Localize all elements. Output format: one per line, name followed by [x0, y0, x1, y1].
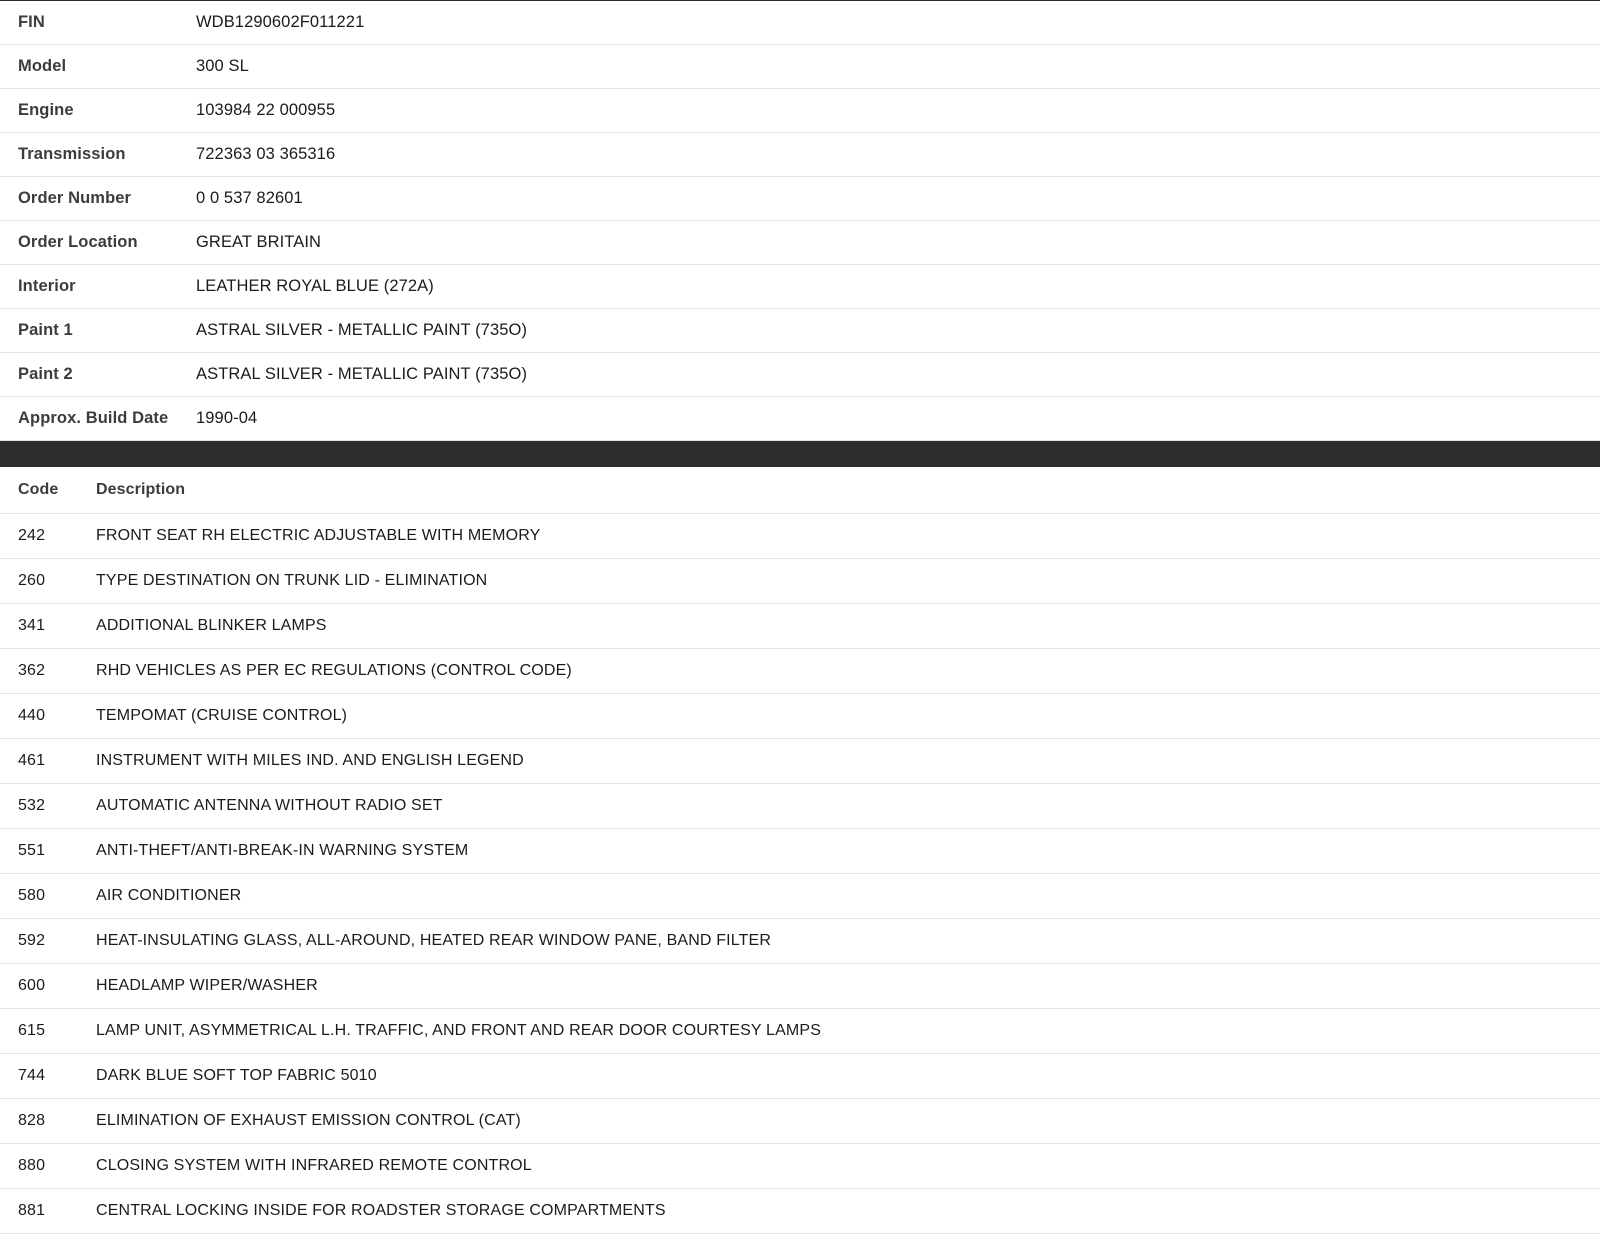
option-codes-table [0, 467, 1600, 1234]
option-description: ANTI-THEFT/ANTI-BREAK-IN WARNING SYSTEM [96, 829, 1600, 874]
spec-label: Paint 2 [18, 365, 73, 383]
table-row [0, 874, 1600, 919]
option-description: INSTRUMENT WITH MILES IND. AND ENGLISH LEGEND [96, 739, 1600, 784]
option-description: CENTRAL LOCKING INSIDE FOR ROADSTER STORAGE COMPARTMENTS [96, 1189, 1600, 1234]
table-row [0, 1009, 1600, 1054]
table-row [0, 919, 1600, 964]
spec-value: 103984 22 000955 [196, 101, 336, 119]
spec-value: 0 0 537 82601 [196, 189, 303, 207]
option-description: AUTOMATIC ANTENNA WITHOUT RADIO SET [96, 784, 1600, 829]
table-row [0, 89, 1600, 133]
table-row [0, 1054, 1600, 1099]
table-row [0, 559, 1600, 604]
option-code: 615 [0, 1009, 96, 1054]
table-row [0, 1, 1600, 45]
option-code: 362 [0, 649, 96, 694]
option-code: 592 [0, 919, 96, 964]
option-description: FRONT SEAT RH ELECTRIC ADJUSTABLE WITH MEMORY [96, 514, 1600, 559]
table-row [0, 604, 1600, 649]
table-row [0, 309, 1600, 353]
option-description: TEMPOMAT (CRUISE CONTROL) [96, 694, 1600, 739]
table-row [0, 1144, 1600, 1189]
table-row [0, 514, 1600, 559]
option-code: 828 [0, 1099, 96, 1144]
option-code: 881 [0, 1189, 96, 1234]
option-description: ELIMINATION OF EXHAUST EMISSION CONTROL (CAT) [96, 1099, 1600, 1144]
spec-value: ASTRAL SILVER - METALLIC PAINT (735O) [196, 321, 528, 339]
option-code: 242 [0, 514, 96, 559]
spec-label: Approx. Build Date [18, 409, 169, 427]
option-description: TYPE DESTINATION ON TRUNK LID - ELIMINATION [96, 559, 1600, 604]
spec-label: Paint 1 [18, 321, 73, 339]
option-code: 600 [0, 964, 96, 1009]
option-description: DARK BLUE SOFT TOP FABRIC 5010 [96, 1054, 1600, 1099]
table-row [0, 1099, 1600, 1144]
spec-label: Order Number [18, 189, 132, 207]
table-row [0, 397, 1600, 441]
option-codes-body [0, 514, 1600, 1234]
table-row [0, 353, 1600, 397]
vehicle-spec-table [0, 0, 1600, 441]
spec-value: GREAT BRITAIN [196, 233, 322, 251]
spec-value: ASTRAL SILVER - METALLIC PAINT (735O) [196, 365, 528, 383]
option-code: 341 [0, 604, 96, 649]
table-row [0, 739, 1600, 784]
table-row [0, 45, 1600, 89]
vehicle-spec-body [0, 1, 1600, 441]
option-description: HEAT-INSULATING GLASS, ALL-AROUND, HEATED REAR WINDOW PANE, BAND FILTER [96, 919, 1600, 964]
table-row [0, 265, 1600, 309]
option-description: RHD VEHICLES AS PER EC REGULATIONS (CONTROL CODE) [96, 649, 1600, 694]
table-row [0, 784, 1600, 829]
option-codes-header [0, 467, 1600, 514]
option-code: 580 [0, 874, 96, 919]
spec-label: Interior [18, 277, 76, 295]
option-code: 551 [0, 829, 96, 874]
table-row [0, 1189, 1600, 1234]
spec-label: Transmission [18, 145, 126, 163]
spec-label: Model [18, 57, 67, 75]
option-code: 260 [0, 559, 96, 604]
section-divider-band [0, 441, 1600, 467]
column-header-code: Code [0, 467, 96, 514]
table-row [0, 221, 1600, 265]
spec-value: WDB1290602F011221 [196, 13, 365, 31]
spec-value: LEATHER ROYAL BLUE (272A) [196, 277, 434, 295]
spec-label: Order Location [18, 233, 138, 251]
spec-value: 722363 03 365316 [196, 145, 336, 163]
column-header-description: Description [96, 467, 1600, 514]
table-row [0, 694, 1600, 739]
option-code: 880 [0, 1144, 96, 1189]
table-row [0, 964, 1600, 1009]
option-code: 461 [0, 739, 96, 784]
option-code: 744 [0, 1054, 96, 1099]
option-description: LAMP UNIT, ASYMMETRICAL L.H. TRAFFIC, AND FRONT AND REAR DOOR COURTESY LAMPS [96, 1009, 1600, 1054]
table-row [0, 177, 1600, 221]
spec-label: Engine [18, 101, 74, 119]
option-code: 532 [0, 784, 96, 829]
option-description: AIR CONDITIONER [96, 874, 1600, 919]
table-row [0, 133, 1600, 177]
option-description: ADDITIONAL BLINKER LAMPS [96, 604, 1600, 649]
spec-value: 1990-04 [196, 409, 258, 427]
option-description: CLOSING SYSTEM WITH INFRARED REMOTE CONTROL [96, 1144, 1600, 1189]
option-description: HEADLAMP WIPER/WASHER [96, 964, 1600, 1009]
table-row [0, 649, 1600, 694]
spec-value: 300 SL [196, 57, 249, 75]
option-code: 440 [0, 694, 96, 739]
table-row [0, 829, 1600, 874]
table-header-row [0, 467, 1600, 514]
spec-label: FIN [18, 13, 45, 31]
